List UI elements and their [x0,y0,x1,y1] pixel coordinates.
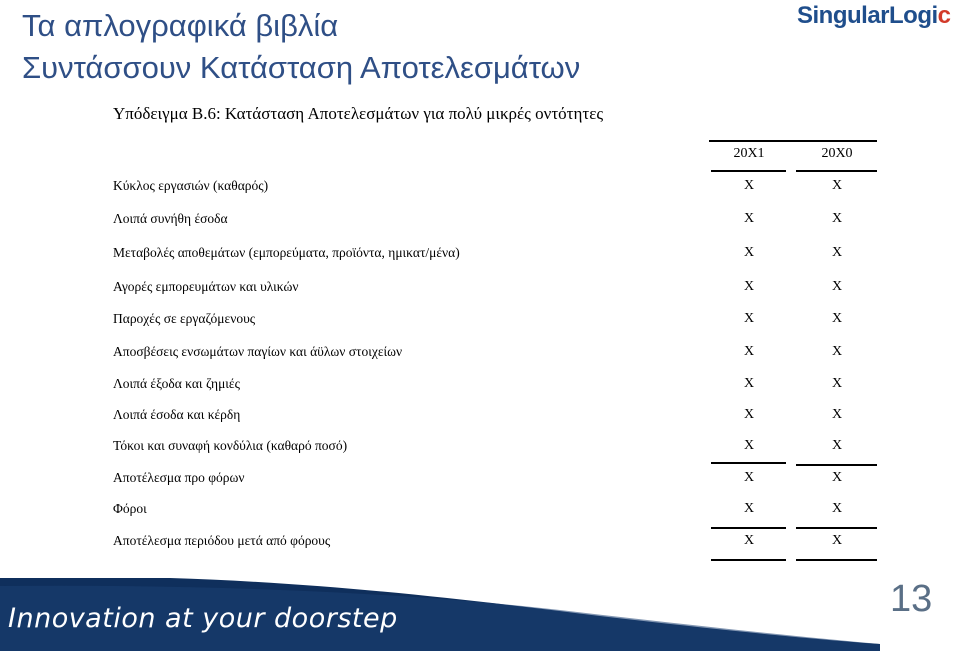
row-value-20x0: Χ [831,438,843,453]
column-header-20x0: 20Χ0 [821,146,853,161]
row-label: Παροχές σε εργαζόμενους [113,311,256,326]
row-value-20x1: Χ [743,533,755,548]
row-label: Αποτέλεσμα περιόδου μετά από φόρους [113,533,331,548]
row-value-20x0: Χ [831,376,843,391]
slide-title-line2: Συντάσσουν Κατάσταση Αποτελεσμάτων [22,50,581,85]
final-rule-20x1 [711,559,786,561]
footer-tagline: Innovation at your doorstep [8,603,398,634]
row-value-20x0: Χ [831,311,843,326]
final-rule-20x0 [796,559,877,561]
row-label: Αποτέλεσμα προ φόρων [113,470,245,485]
page-number: 13 [890,578,933,620]
row-value-20x0: Χ [831,211,843,226]
row-label: Κύκλος εργασιών (καθαρός) [113,178,269,193]
row-label: Φόροι [113,501,147,516]
column-header-20x1: 20Χ1 [733,146,765,161]
row-value-20x0: Χ [831,533,843,548]
row-value-20x1: Χ [743,279,755,294]
row-value-20x0: Χ [831,245,843,260]
table-top-rule [709,140,877,142]
row-value-20x1: Χ [743,438,755,453]
row-value-20x0: Χ [831,344,843,359]
row-value-20x0: Χ [831,407,843,422]
row-value-20x1: Χ [743,470,755,485]
row-label: Αγορές εμπορευμάτων και υλικών [113,279,299,294]
row-value-20x1: Χ [743,211,755,226]
row-label: Αποσβέσεις ενσωμάτων παγίων και άϋλων στοιχείων [113,344,403,359]
row-value-20x1: Χ [743,344,755,359]
row-label: Μεταβολές αποθεμάτων (εμπορεύματα, προϊόντα, ημικατ/μένα) [113,245,460,260]
row-value-20x1: Χ [743,178,755,193]
row-label: Λοιπά έσοδα και κέρδη [113,407,241,422]
total-rule-20x0 [796,527,877,529]
row-label: Λοιπά έξοδα και ζημιές [113,376,240,391]
logo-text: SingularLogi [797,2,938,29]
row-label: Λοιπά συνήθη έσοδα [113,211,228,226]
row-value-20x0: Χ [831,501,843,516]
row-value-20x1: Χ [743,311,755,326]
row-value-20x1: Χ [743,407,755,422]
total-rule-20x1 [711,527,786,529]
singularlogic-logo [797,2,951,30]
subtotal-rule-20x0 [796,464,877,466]
row-value-20x0: Χ [831,470,843,485]
header-rule-20x0 [796,170,877,172]
row-value-20x0: Χ [831,178,843,193]
row-label: Τόκοι και συναφή κονδύλια (καθαρό ποσό) [113,438,348,453]
logo-accent: c [937,2,951,29]
row-value-20x1: Χ [743,501,755,516]
row-value-20x1: Χ [743,376,755,391]
row-value-20x0: Χ [831,279,843,294]
document-subtitle: Υπόδειγμα Β.6: Κατάσταση Αποτελεσμάτων για πολύ μικρές οντότητες [113,104,604,123]
subtotal-rule-20x1 [711,462,786,464]
row-value-20x1: Χ [743,245,755,260]
slide-title-line1: Τα απλογραφικά βιβλία [22,8,339,43]
header-rule-20x1 [711,170,786,172]
